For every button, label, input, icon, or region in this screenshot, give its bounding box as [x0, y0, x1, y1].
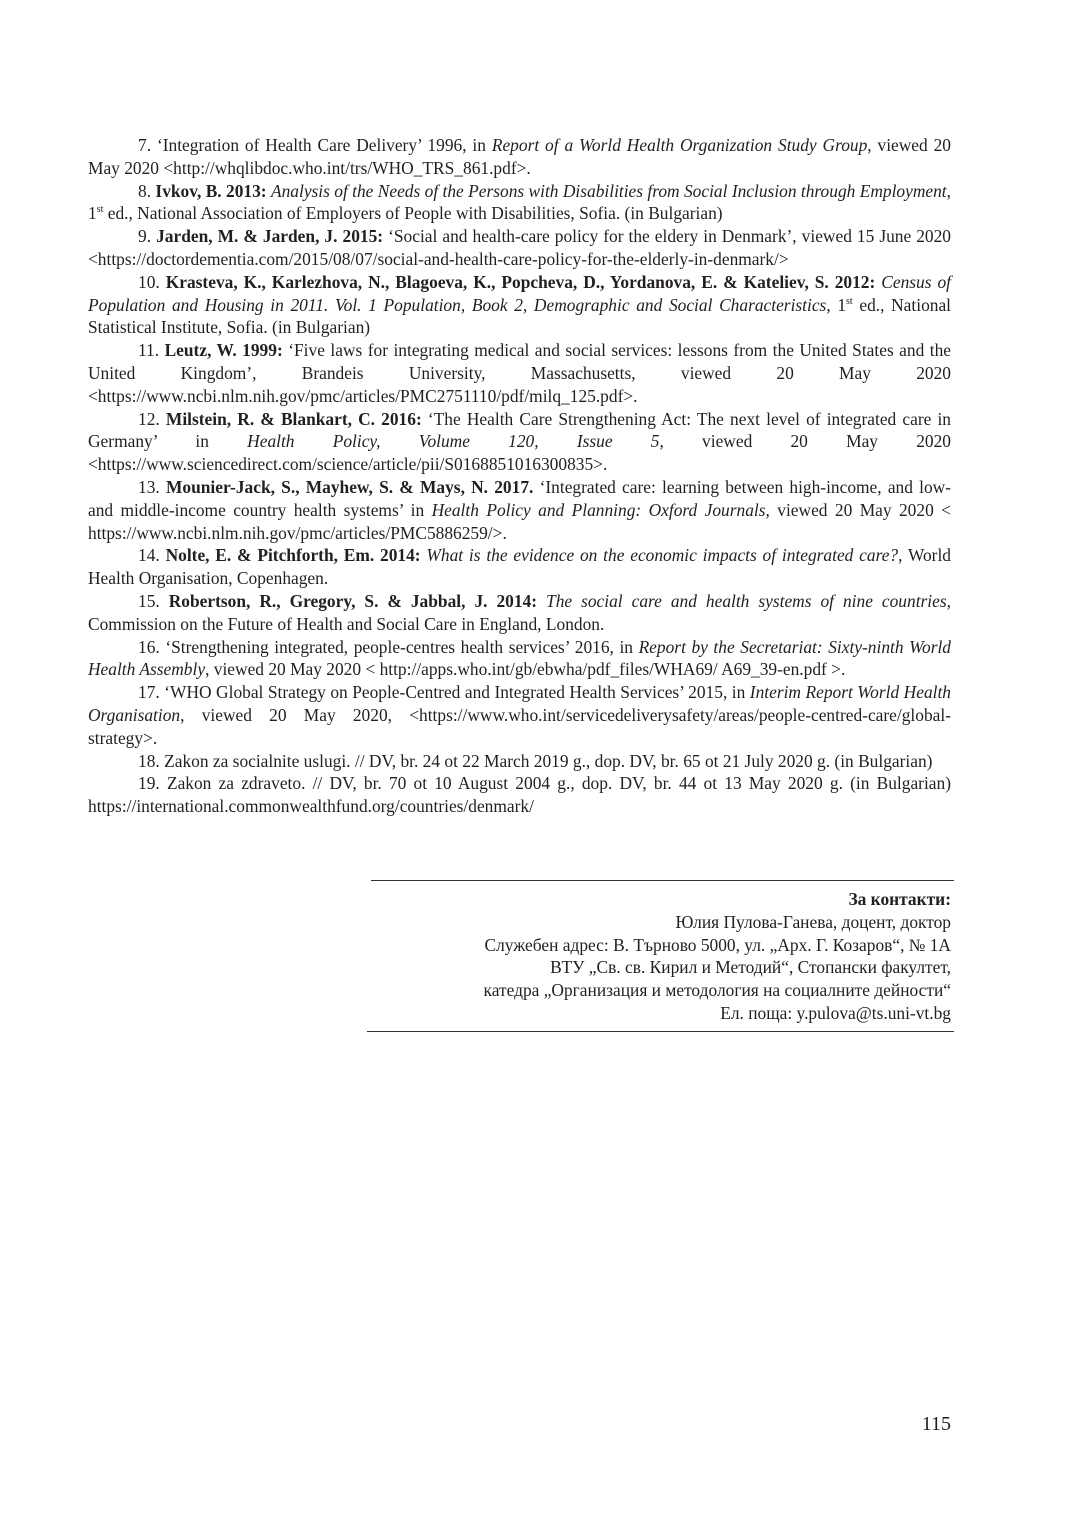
reference-item [88, 339, 951, 407]
contact-address: Служебен адрес: В. Търново 5000, ул. „Арх. Г. Козаров“, № 1А [484, 934, 951, 955]
reference-number: 12. [138, 408, 160, 429]
reference-item [88, 681, 951, 749]
reference-text: , viewed 20 May 2020 < http://apps.who.int/gb/ebwha/pdf_files/WHA69/ A69_39-en.pdf >. [205, 659, 846, 680]
reference-number: 10. [138, 271, 160, 292]
reference-item [88, 476, 951, 544]
contact-name: Юлия Пулова-Ганева, доцент, доктор [675, 911, 951, 932]
reference-text: What is the evidence on the economic impacts of integrated care? [426, 545, 899, 566]
reference-text: Report by the Secretariat: Sixty-ninth World Health Assembly [88, 636, 952, 680]
contact-email: Ел. поща: y.pulova@ts.uni-vt.bg [720, 1002, 951, 1023]
contact-heading: За контакти: [848, 889, 951, 909]
reference-number: 18. [138, 750, 160, 771]
reference-number: 13. [138, 476, 160, 497]
reference-text: st [846, 295, 853, 307]
reference-text: ‘Integrated care: learning between high-income, and low- and middle-income country health systems’ in [88, 476, 952, 520]
reference-number: 9. [138, 226, 152, 247]
reference-number: 11. [138, 340, 160, 361]
reference-text: , Commission on the Future of Health and Social Care in England, London. [88, 590, 951, 634]
reference-number: 8. [138, 180, 152, 201]
reference-text: , 1 [88, 180, 951, 224]
reference-list [88, 134, 951, 818]
reference-text: Health Policy and Planning: Oxford Journals [431, 499, 766, 520]
reference-item [88, 772, 951, 818]
reference-text: st [96, 204, 104, 216]
contact-block [360, 888, 951, 1025]
reference-text: Census of Population and Housing in 2011. Vol. 1 Population, Book 2, Demographic and Social Characteristics [88, 271, 951, 315]
reference-text [537, 591, 546, 611]
reference-text: Mounier-Jack, S., Mayhew, S. & Mays, N. 2017. [165, 476, 534, 497]
reference-text: Robertson, R., Gregory, S. & Jabbal, J. 2014: [168, 590, 538, 611]
reference-item [88, 590, 951, 636]
reference-text: ‘Social and health-care policy for the eldery in Denmark’, viewed 15 June 2020 <https://doctordementia.com/2015/08/07/social-and-health-care-policy-for-the-elderly-in-denmark/> [88, 226, 951, 269]
reference-number: 7. [138, 135, 152, 155]
reference-text: Analysis of the Needs of the Persons with Disabilities from Social Inclusion through Employment [270, 180, 947, 201]
reference-text: Report of a World Health Organization Study Group [491, 135, 868, 155]
reference-text: ed., National Association of Employers of People with Disabilities, Sofia. (in Bulgarian) [103, 203, 723, 224]
reference-text: , viewed 20 May 2020 <http://whqlibdoc.who.int/trs/WHO_TRS_861.pdf>. [88, 135, 951, 178]
reference-number: 16. [138, 636, 160, 657]
reference-text: ‘Five laws for integrating medical and social services: lessons from the United States and the United Kingdom’, Brandeis University, Massachusetts, viewed 20 May 2020 <https://www.ncbi.nlm.nih.gov/pmc/articles/PMC2751110/pdf/milq_125.pdf>. [88, 340, 951, 406]
reference-item [88, 271, 951, 339]
reference-text: Zakon za zdraveto. // DV, br. 70 ot 10 August 2004 g., dop. DV, br. 44 ot 13 May 2020 g. (in Bulgarian) https://international.commonwealthfund.org/countries/denmark/ [88, 773, 951, 817]
reference-text: Nolte, E. & Pitchforth, Em. 2014: [165, 545, 421, 566]
reference-item [88, 225, 951, 271]
reference-number: 17. [138, 682, 160, 703]
reference-text: Milstein, R. & Blankart, C. 2016: [165, 408, 422, 429]
reference-text: Health Policy, Volume 120, Issue 5 [247, 431, 660, 452]
reference-text: , 1 [826, 294, 847, 315]
reference-item [88, 134, 951, 180]
reference-number: 15. [138, 590, 160, 611]
reference-item [88, 750, 951, 773]
reference-text: ‘The Health Care Strengthening Act: The next level of integrated care in Germany’ in [88, 408, 952, 452]
contact-university: ВТУ „Св. св. Кирил и Методий“, Стопански факултет, [550, 957, 951, 978]
reference-item [88, 544, 951, 590]
reference-text: ‘Strengthening integrated, people-centres health services’ 2016, in [165, 636, 639, 657]
reference-text: Ivkov, B. 2013: [155, 180, 267, 201]
page-number: 115 [921, 1413, 951, 1435]
reference-item [88, 408, 951, 476]
reference-item [88, 636, 951, 682]
reference-text: Leutz, W. 1999: [164, 340, 283, 361]
reference-text: , World Health Organisation, Copenhagen. [88, 545, 951, 589]
contact-bottom-rule [367, 1031, 954, 1032]
reference-text: , viewed 20 May 2020, <https://www.who.int/servicedeliverysafety/areas/people-centred-care/global-strategy>. [88, 704, 951, 748]
reference-text: Krasteva, K., Karlezhova, N., Blagoeva, K., Popcheva, D., Yordanova, E. & Kateliev, S. 2012: [165, 271, 876, 292]
reference-number: 14. [138, 545, 160, 566]
reference-text: Zakon za socialnite uslugi. // DV, br. 24 ot 22 March 2019 g., dop. DV, br. 65 ot 21 July 2020 g. (in Bulgarian) [164, 750, 933, 771]
reference-text: Interim Report World Health Organisation [88, 682, 951, 725]
reference-item [88, 180, 951, 226]
reference-text: ed., National Statistical Institute, Sofia. (in Bulgarian) [88, 294, 952, 338]
contact-department: катедра „Организация и методология на социалните дейности“ [483, 980, 951, 1001]
reference-text: ‘Integration of Health Care Delivery’ 1996, in [156, 135, 492, 155]
reference-text: , viewed 20 May 2020 < https://www.ncbi.nlm.nih.gov/pmc/articles/PMC5886259/>. [88, 499, 951, 543]
reference-text: ‘WHO Global Strategy on People-Centred and Integrated Health Services’ 2015, in [164, 682, 750, 703]
reference-text: Jarden, M. & Jarden, J. 2015: [156, 226, 384, 247]
reference-number: 19. [138, 773, 160, 794]
reference-text: The social care and health systems of nine countries [546, 590, 947, 611]
contact-top-rule [371, 880, 954, 881]
reference-text: , viewed 20 May 2020 <https://www.sciencedirect.com/science/article/pii/S0168851016300835>. [88, 431, 951, 475]
